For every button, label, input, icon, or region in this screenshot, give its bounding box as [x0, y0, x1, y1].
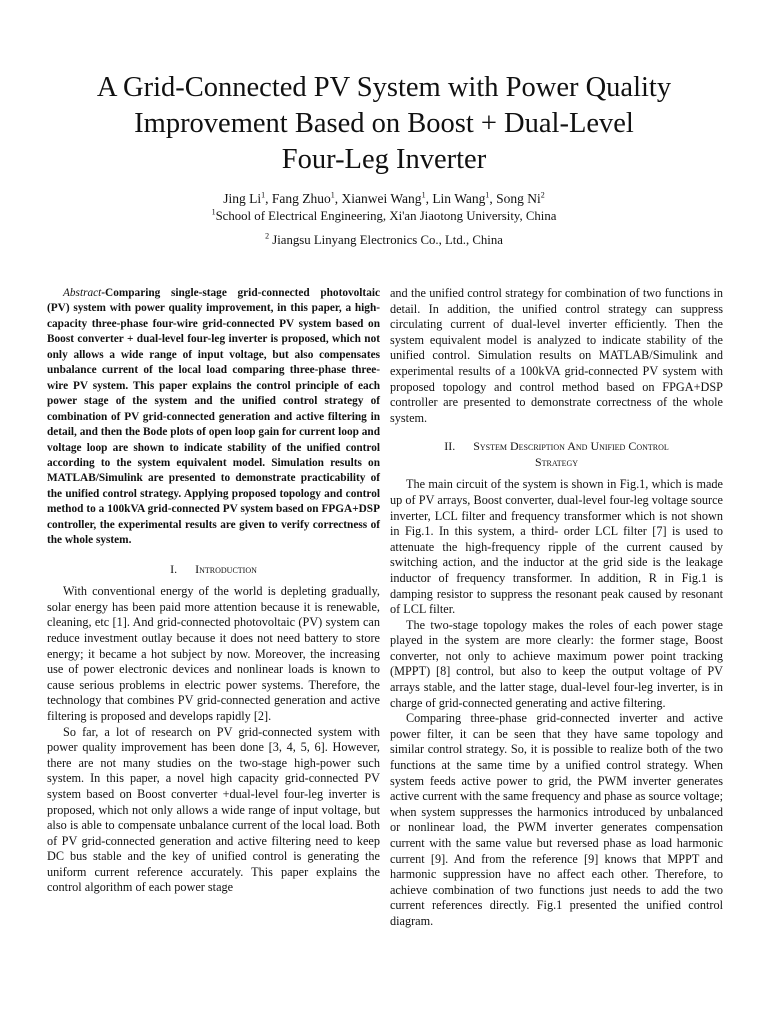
system-paragraph: Comparing three-phase grid-connected inverter and active power filter, it can be seen that they have same topology and similar control strategy. So, it is possible to realize both of the two functions at the same time by a unified control strategy. When system feeds active power to grid, the PWM inverter generates active current with the same frequency and phase as source voltage; when system suppresses the harmonics introduced by unbalanced or nonlinear load, the PWM inverter generates compensation current with the same value but reversed phase as load harmonic current [9]. And from the reference [9] knows that MPPT and harmonic suppression have no affect each other. Therefore, to achieve combination of two functions just needs to add the two current references directly. Fig.1 presented the unified control diagram.	[390, 711, 723, 928]
author-name: Fang Zhuo	[271, 191, 331, 206]
author-list: Jing Li$^1$, Fang Zhuo$^1$, Xianwei Wang$^1$, Lin Wang$^1$, Song Ni$^2$	[223, 190, 545, 206]
system-paragraph: The two-stage topology makes the roles of each power stage played in the system are more clearly: the former stage, Boost converter, not only to achieve maximum power point tracking (MPPT) [8] control, but also to keep the output voltage of PV arrays stable, and the latter stage, dual-level four-leg inverter, is in charge of grid-connected generating and active filtering.	[390, 617, 723, 710]
section-title: Introduction	[195, 561, 257, 576]
affiliation-1	[0, 208, 768, 224]
intro-paragraph: With conventional energy of the world is depleting gradually, solar energy has been paid more attention because it is renewable, cleaning, etc [1]. And grid-connected photovoltaic (PV) system can reduce investment outlay because it does not need battery to store energy; it became a hot subject by now. Moreover, the increasing use of power electronic devices and nonlinear loads is known to cause serious problems in electric power systems. Therefore, the technology that combines PV grid-connected generation and active filtering is proposed and develops rapidly [2].	[47, 584, 380, 723]
title-line: Four-Leg Inverter	[281, 144, 487, 175]
section-title-line1: System Description And Unified Control	[473, 439, 669, 454]
section-number: I.	[170, 561, 178, 576]
affil-mark: 2	[265, 231, 270, 241]
author-affil-mark: 1	[485, 190, 490, 200]
affiliation-2	[0, 232, 768, 248]
abstract-lead: Abstract	[63, 287, 102, 299]
affil-text: School of Electrical Engineering, Xi'an Jiaotong University, China	[215, 209, 557, 223]
system-paragraph: The main circuit of the system is shown in Fig.1, which is made up of PV arrays, Boost converter, dual-level four-leg voltage source inverter, LCL filter and frequency transformer which is not shown in Fig.1. In this system, a third- order LCL filter [7] is used to attenuate the high-frequency ripple of the current caused by switching action, and the inductor at the grid side is the leakage inductor of frequency transformer. In addition, R in Fig.1 is damping resistor to suppress the resonant peak caused by resonant of LCL filter.	[390, 477, 723, 617]
affil-mark: 1	[211, 207, 216, 217]
title-line: Improvement Based on Boost + Dual-Level	[134, 108, 634, 139]
author-affil-mark: 1	[330, 190, 335, 200]
author-affil-mark: 2	[540, 190, 545, 200]
abstract-text: -Comparing single-stage grid-connected photovoltaic (PV) system with power quality improvement, in this paper, a high-capacity three-phase four-wire grid-connected PV system based on Boost converter + dual-level four-leg inverter is proposed, which not only allows a wide range of input voltage, but also compensates unbalance current of the local load comparing three-phase three-wire PV system. This paper explains the control principle of each power stage of the system and the unified control strategy of combination of PV grid-connected generation and active filtering in detail, and then the Bode plots of open loop gain for current loop and voltage loop are shown to indicate stability of the unified control according to the system equivalent model. Simulation results on MATLAB/Simulink are presented to demonstrate practicability of the unified control strategy. Applying proposed topology and control method to a 100kVA grid-connected PV system based on FPGA+DSP controller, the experimental results are given to verify correctness of the whole system.	[47, 287, 380, 547]
author-name: Lin Wang	[432, 191, 486, 206]
intro-continuation: and the unified control strategy for combination of two functions in detail. In addition, the unified control strategy can suppress circulating current of dual-level inverter efficiently. Then the system equivalent model is analyzed to indicate stability of the unified control. Simulation results on MATLAB/Simulink and experimental results of a 100kVA grid-connected PV system with proposed topology and control method based on FPGA+DSP controller are presented to demonstrate correctness of the whole system.	[390, 286, 723, 425]
affil-text: Jiangsu Linyang Electronics Co., Ltd., China	[269, 233, 503, 247]
paper-title	[40, 70, 728, 178]
left-column	[47, 286, 380, 896]
author-name: Xianwei Wang	[341, 191, 422, 206]
author-affil-mark: 1	[261, 190, 266, 200]
abstract	[47, 286, 380, 549]
author-name: Jing Li	[223, 191, 262, 206]
author-affil-mark: 1	[421, 190, 426, 200]
section-number: II.	[444, 439, 456, 454]
section-title-line2: Strategy	[534, 454, 579, 469]
intro-paragraph: So far, a lot of research on PV grid-connected system with power quality improvement has been done [3, 4, 5, 6]. However, there are not many studies on the two-stage high-power such system. In this paper, a novel high capacity grid-connected PV system based on Boost converter +dual-level four-leg inverter is proposed, which not only allows a wide range of input voltage, but also is able to compensate unbalance current of the local load. Both of PV grid-connected generation and active filtering need to keep DC bus stable and the key of unified control is generating the uniform current reference accurately. This paper explains the control algorithm of each power stage	[47, 724, 380, 895]
section-heading-system	[390, 439, 723, 470]
title-line: A Grid-Connected PV System with Power Quality	[96, 72, 672, 103]
right-column	[390, 286, 723, 930]
section-heading-introduction	[47, 562, 380, 578]
author-name: Song Ni	[496, 191, 541, 206]
